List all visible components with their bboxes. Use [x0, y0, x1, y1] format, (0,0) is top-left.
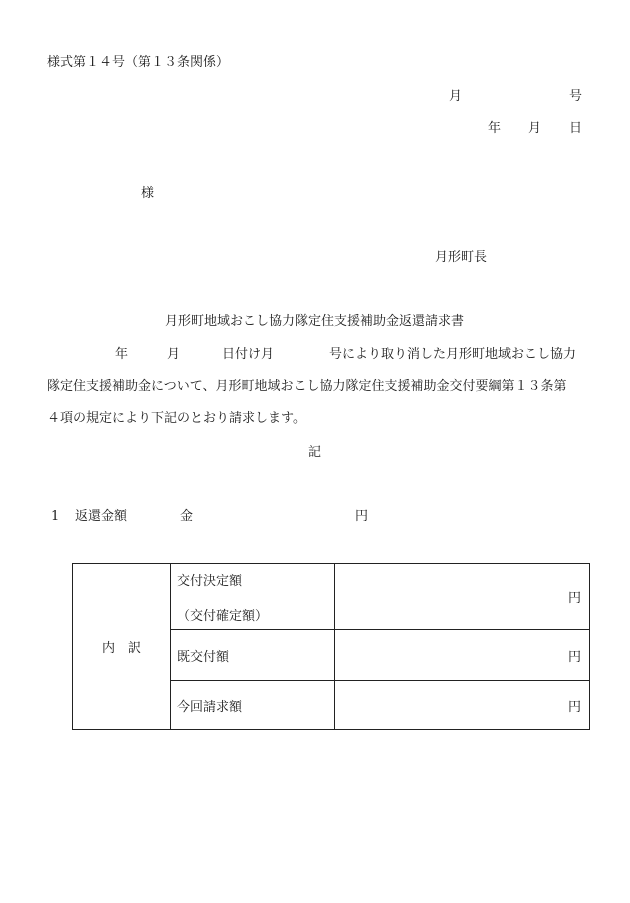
unit-label: 円	[567, 591, 581, 606]
row-label-cell	[171, 681, 335, 730]
unit-label: 円	[567, 699, 581, 715]
amount-cell[interactable]	[335, 564, 590, 630]
row-label: 交付決定額	[177, 573, 243, 589]
amount-cell[interactable]	[335, 681, 590, 730]
sender-name: 月形町長	[435, 250, 488, 265]
item-yen: 円	[355, 509, 369, 524]
body-line2: 隊定住支援補助金について、月形町地域おこし協力隊定住支援補助金交付要綱第１３条第	[47, 379, 567, 394]
row-label: 今回請求額	[177, 699, 243, 715]
document-number-month: 月	[449, 89, 463, 104]
row-label-cell	[171, 564, 335, 630]
row-label-cell	[171, 630, 335, 681]
document-number-suffix: 号	[569, 89, 583, 104]
body-line3: ４項の規定により下記のとおり請求します。	[47, 411, 306, 426]
item-kin: 金	[180, 509, 194, 524]
body-line1-part1: 日付け月	[222, 347, 275, 362]
date-year: 年	[488, 121, 502, 136]
body-month: 月	[167, 347, 181, 362]
form-identifier: 様式第１４号（第１３条関係）	[47, 55, 230, 70]
row-sublabel: （交付確定額）	[177, 608, 269, 624]
addressee-honorific: 様	[141, 186, 155, 201]
unit-label: 円	[567, 649, 581, 665]
body-year: 年	[115, 347, 129, 362]
body-line1-part2: 号により取り消した月形町地域おこし協力	[329, 347, 577, 362]
document-title: 月形町地域おこし協力隊定住支援補助金返還請求書	[165, 314, 465, 329]
ki-heading: 記	[308, 445, 322, 460]
row-label: 既交付額	[177, 649, 230, 665]
date-month: 月	[528, 121, 542, 136]
date-day: 日	[569, 121, 583, 136]
item-label: 返還金額	[75, 509, 128, 524]
item-number: 1	[51, 509, 60, 524]
table-row	[73, 564, 590, 630]
breakdown-category: 内 訳	[73, 564, 171, 730]
amount-cell[interactable]	[335, 630, 590, 681]
breakdown-table	[72, 563, 590, 730]
